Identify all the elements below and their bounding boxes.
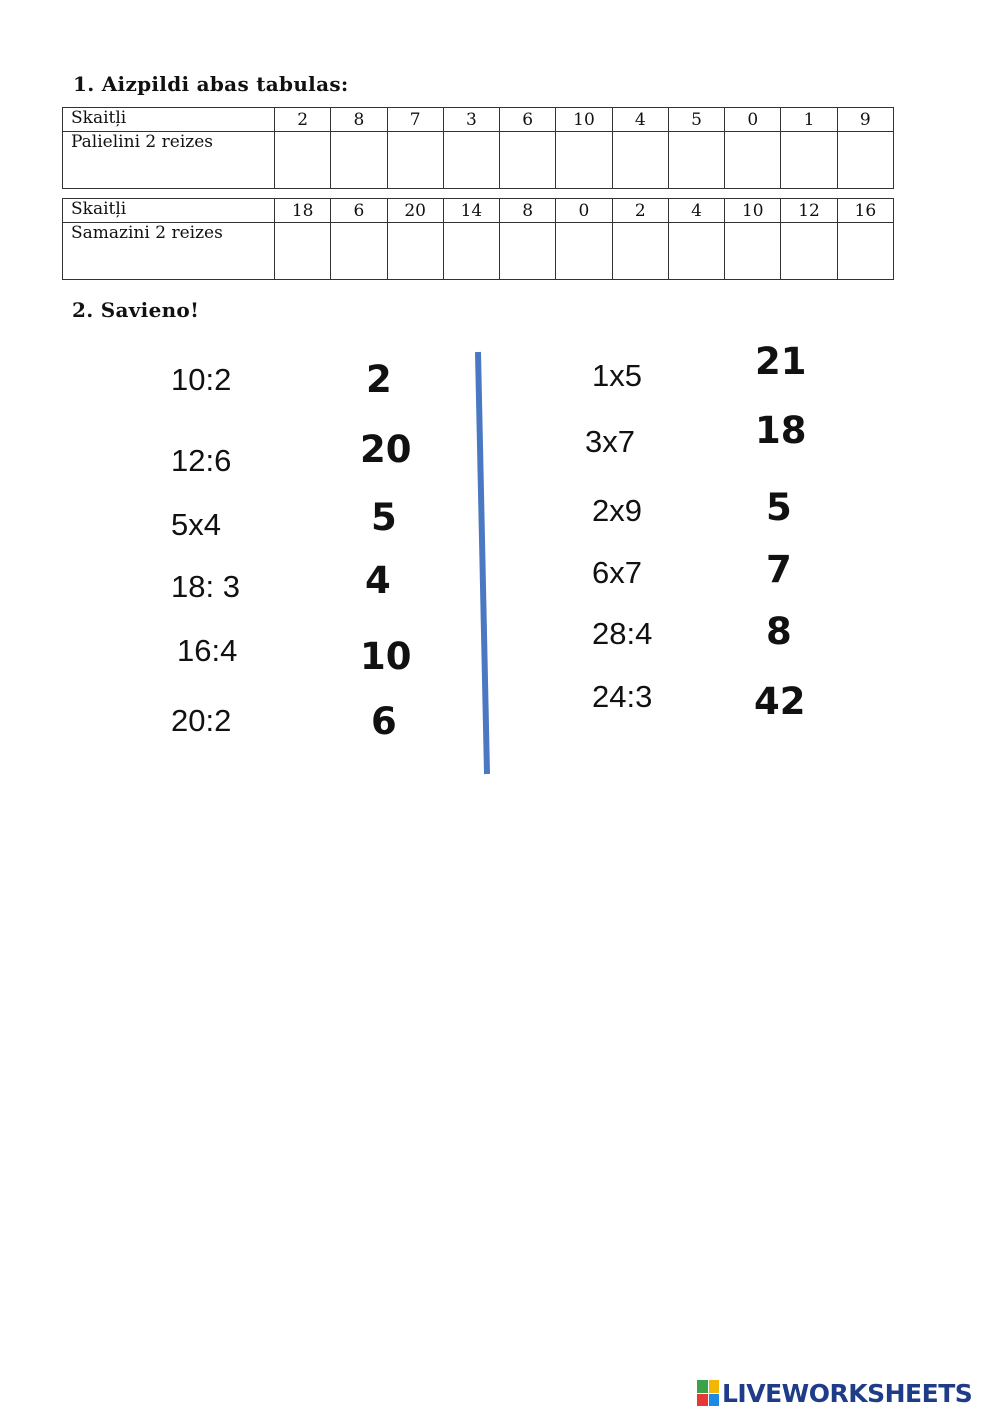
match-answer[interactable]: 6 <box>371 700 397 743</box>
match-answer[interactable]: 2 <box>366 358 392 401</box>
match-expression[interactable]: 5x4 <box>171 507 221 542</box>
row-label: Palielini 2 reizes <box>63 132 275 189</box>
row-label: Samazini 2 reizes <box>63 223 275 280</box>
number-cell: 10 <box>556 108 612 132</box>
match-expression[interactable]: 6x7 <box>592 555 642 590</box>
liveworksheets-logo <box>697 1378 972 1408</box>
number-cell: 4 <box>612 108 668 132</box>
number-cell: 12 <box>781 199 837 223</box>
number-cell: 6 <box>331 199 387 223</box>
number-cell: 2 <box>275 108 331 132</box>
match-answer[interactable]: 7 <box>766 548 792 591</box>
number-cell: 10 <box>725 199 781 223</box>
number-cell: 2 <box>612 199 668 223</box>
match-answer[interactable]: 18 <box>755 409 807 452</box>
match-expression[interactable]: 12:6 <box>171 443 232 478</box>
match-expression[interactable]: 10:2 <box>171 362 232 397</box>
match-expression[interactable]: 3x7 <box>585 424 635 459</box>
match-answer[interactable]: 8 <box>766 610 792 653</box>
match-expression[interactable]: 2x9 <box>592 493 642 528</box>
match-answer[interactable]: 21 <box>755 340 807 383</box>
number-cell: 3 <box>443 108 499 132</box>
number-cell: 16 <box>837 199 893 223</box>
number-cell: 9 <box>837 108 893 132</box>
number-cell: 0 <box>725 108 781 132</box>
number-cell: 8 <box>331 108 387 132</box>
number-cell: 4 <box>668 199 724 223</box>
number-cell: 1 <box>781 108 837 132</box>
number-cell: 8 <box>500 199 556 223</box>
number-cell: 14 <box>443 199 499 223</box>
row-label: Skaitļi <box>63 108 275 132</box>
number-cell: 7 <box>387 108 443 132</box>
match-expression[interactable]: 28:4 <box>592 616 653 651</box>
number-cell: 20 <box>387 199 443 223</box>
match-expression[interactable]: 1x5 <box>592 358 642 393</box>
match-answer[interactable]: 20 <box>360 428 412 471</box>
match-answer[interactable]: 5 <box>766 486 792 529</box>
number-cell: 5 <box>668 108 724 132</box>
liveworksheets-logo-icon <box>697 1380 719 1406</box>
row-label: Skaitļi <box>63 199 275 223</box>
match-expression[interactable]: 24:3 <box>592 679 653 714</box>
number-cell: 0 <box>556 199 612 223</box>
number-cell: 18 <box>275 199 331 223</box>
section1-heading: 1. Aizpildi abas tabulas: <box>73 72 349 96</box>
match-expression[interactable]: 20:2 <box>171 703 232 738</box>
match-expression[interactable]: 18: 3 <box>171 569 240 604</box>
match-expression[interactable]: 16:4 <box>177 633 238 668</box>
match-answer[interactable]: 4 <box>365 559 391 602</box>
match-answer[interactable]: 42 <box>754 680 806 723</box>
match-answer[interactable]: 10 <box>360 635 412 678</box>
divider-line <box>478 352 487 774</box>
number-cell: 6 <box>500 108 556 132</box>
section2-heading: 2. Savieno! <box>72 298 200 322</box>
logo-text: LIVEWORKSHEETS <box>722 1378 973 1408</box>
match-answer[interactable]: 5 <box>371 496 397 539</box>
